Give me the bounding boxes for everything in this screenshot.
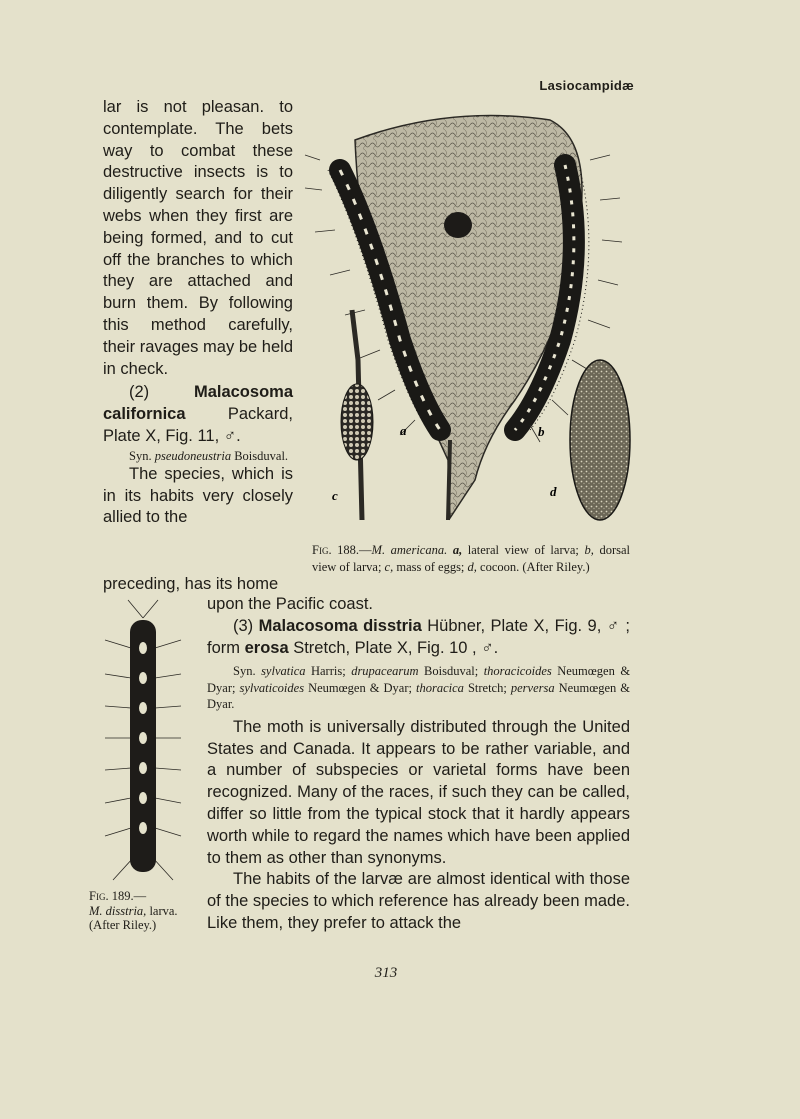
species-name: Malacosoma disstria xyxy=(258,616,422,635)
main-text-column xyxy=(207,594,630,935)
paragraph-webs: lar is not pleasan. to contemplate. The bets way to combat these destructive insects is to diligently search for their webs when they first are being formed, and to cut off the branches to which they are attached and burn them. By following this method carefully, their ravages may be held in check. xyxy=(103,98,293,378)
egg-mass-c xyxy=(341,310,373,520)
caption-key-d: d, xyxy=(467,559,477,574)
figure-189-caption xyxy=(89,889,201,933)
syn-label: Syn. xyxy=(233,664,256,679)
paragraph-distribution: The moth is universally distributed through the United States and Canada. It appears to be rather variable, and a number of subspecies or varietal forms have been recognized. Many of the races, if such they can be called, differ so little from the typical stock that it hardly appears worth while to regard the names which have been applied to them as other than synonyms. xyxy=(207,717,630,867)
syn-name: sylvatica xyxy=(261,664,306,679)
syn-name: thoracica xyxy=(416,680,464,695)
caption-text-c: mass of eggs; xyxy=(396,559,465,574)
syn-author: Harris; xyxy=(310,664,346,679)
paragraph-habits: The species, which is in its habits very closely allied to the xyxy=(103,464,293,527)
syn-author: Stretch; xyxy=(467,680,507,695)
caption-key-c: c, xyxy=(384,559,394,574)
syn-name: drupacearum xyxy=(351,664,419,679)
syn-author: Boisduval. xyxy=(234,448,289,463)
syn-author: Neumœgen & Dyar. xyxy=(207,680,631,712)
figure-188-illustration xyxy=(300,100,635,540)
syn-name: thoracicoides xyxy=(483,664,552,679)
species-reference: Hübner, Plate X, Fig. 9, ♂ ; form xyxy=(207,616,630,657)
caption-figure-number: Fig. 189.— xyxy=(89,889,147,903)
caption-key-a: a, xyxy=(452,543,463,557)
label-a: a xyxy=(400,423,407,438)
caption-text-a: lateral view of larva; xyxy=(467,543,579,557)
caption-figure-number: Fig. 188. xyxy=(312,543,360,557)
caption-text-b: dorsal view of larva; xyxy=(312,543,630,574)
caption-species: M. disstria, xyxy=(89,903,147,918)
syn-name: sylvaticoides xyxy=(239,680,305,695)
syn-author: Boisduval; xyxy=(424,664,479,679)
label-b: b xyxy=(538,424,545,439)
syn-label: Syn. xyxy=(129,448,152,463)
syn-author: Neumœgen & Dyar; xyxy=(207,664,631,695)
caption-text: larva. (After Riley.) xyxy=(89,903,178,932)
caption-text-d: cocoon. (After Riley.) xyxy=(480,559,590,574)
form-reference: Stretch, Plate X, Fig. 10 , ♂. xyxy=(293,638,499,657)
caption-key-b: b, xyxy=(584,543,594,557)
syn-author: Neumœgen & Dyar; xyxy=(308,680,412,695)
species-heading-californica xyxy=(103,382,293,447)
species-name: Malacosoma californica xyxy=(103,383,293,424)
figure-188-caption: Fig. 188.—M. americana. a, lateral view of larva; b, dorsal view of larva; c, mass of eggs; d, cocoon. (After Riley.) xyxy=(312,543,630,574)
paragraph-habits-end: preceding, has its home xyxy=(103,575,279,593)
synonymy-californica xyxy=(103,448,293,464)
cocoon-d xyxy=(570,360,630,520)
larva-body xyxy=(130,620,156,872)
label-c: c xyxy=(332,488,338,503)
label-d: d xyxy=(550,484,557,499)
caption-species: M. americana. xyxy=(371,543,448,557)
species-reference: Packard, Plate X, Fig. 11, ♂. xyxy=(103,405,293,445)
syn-name: perversa xyxy=(510,680,555,695)
species-number: (3) xyxy=(233,616,254,635)
figure-189-illustration xyxy=(103,598,183,890)
running-head: Lasiocampidæ xyxy=(539,78,634,93)
species-number: (2) xyxy=(129,383,150,402)
page-number: 313 xyxy=(374,965,398,981)
syn-name: pseudoneustria xyxy=(154,448,232,463)
paragraph-larvae-habits: The habits of the larvæ are almost identical with those of the species to which reference has already been made. Like them, they prefer to attack the xyxy=(207,870,630,933)
paragraph-pacific: upon the Pacific coast. xyxy=(207,595,374,613)
species-heading-disstria xyxy=(207,616,630,660)
synonymy-disstria xyxy=(207,663,630,713)
left-text-column xyxy=(103,97,293,529)
form-name: erosa xyxy=(244,638,289,657)
